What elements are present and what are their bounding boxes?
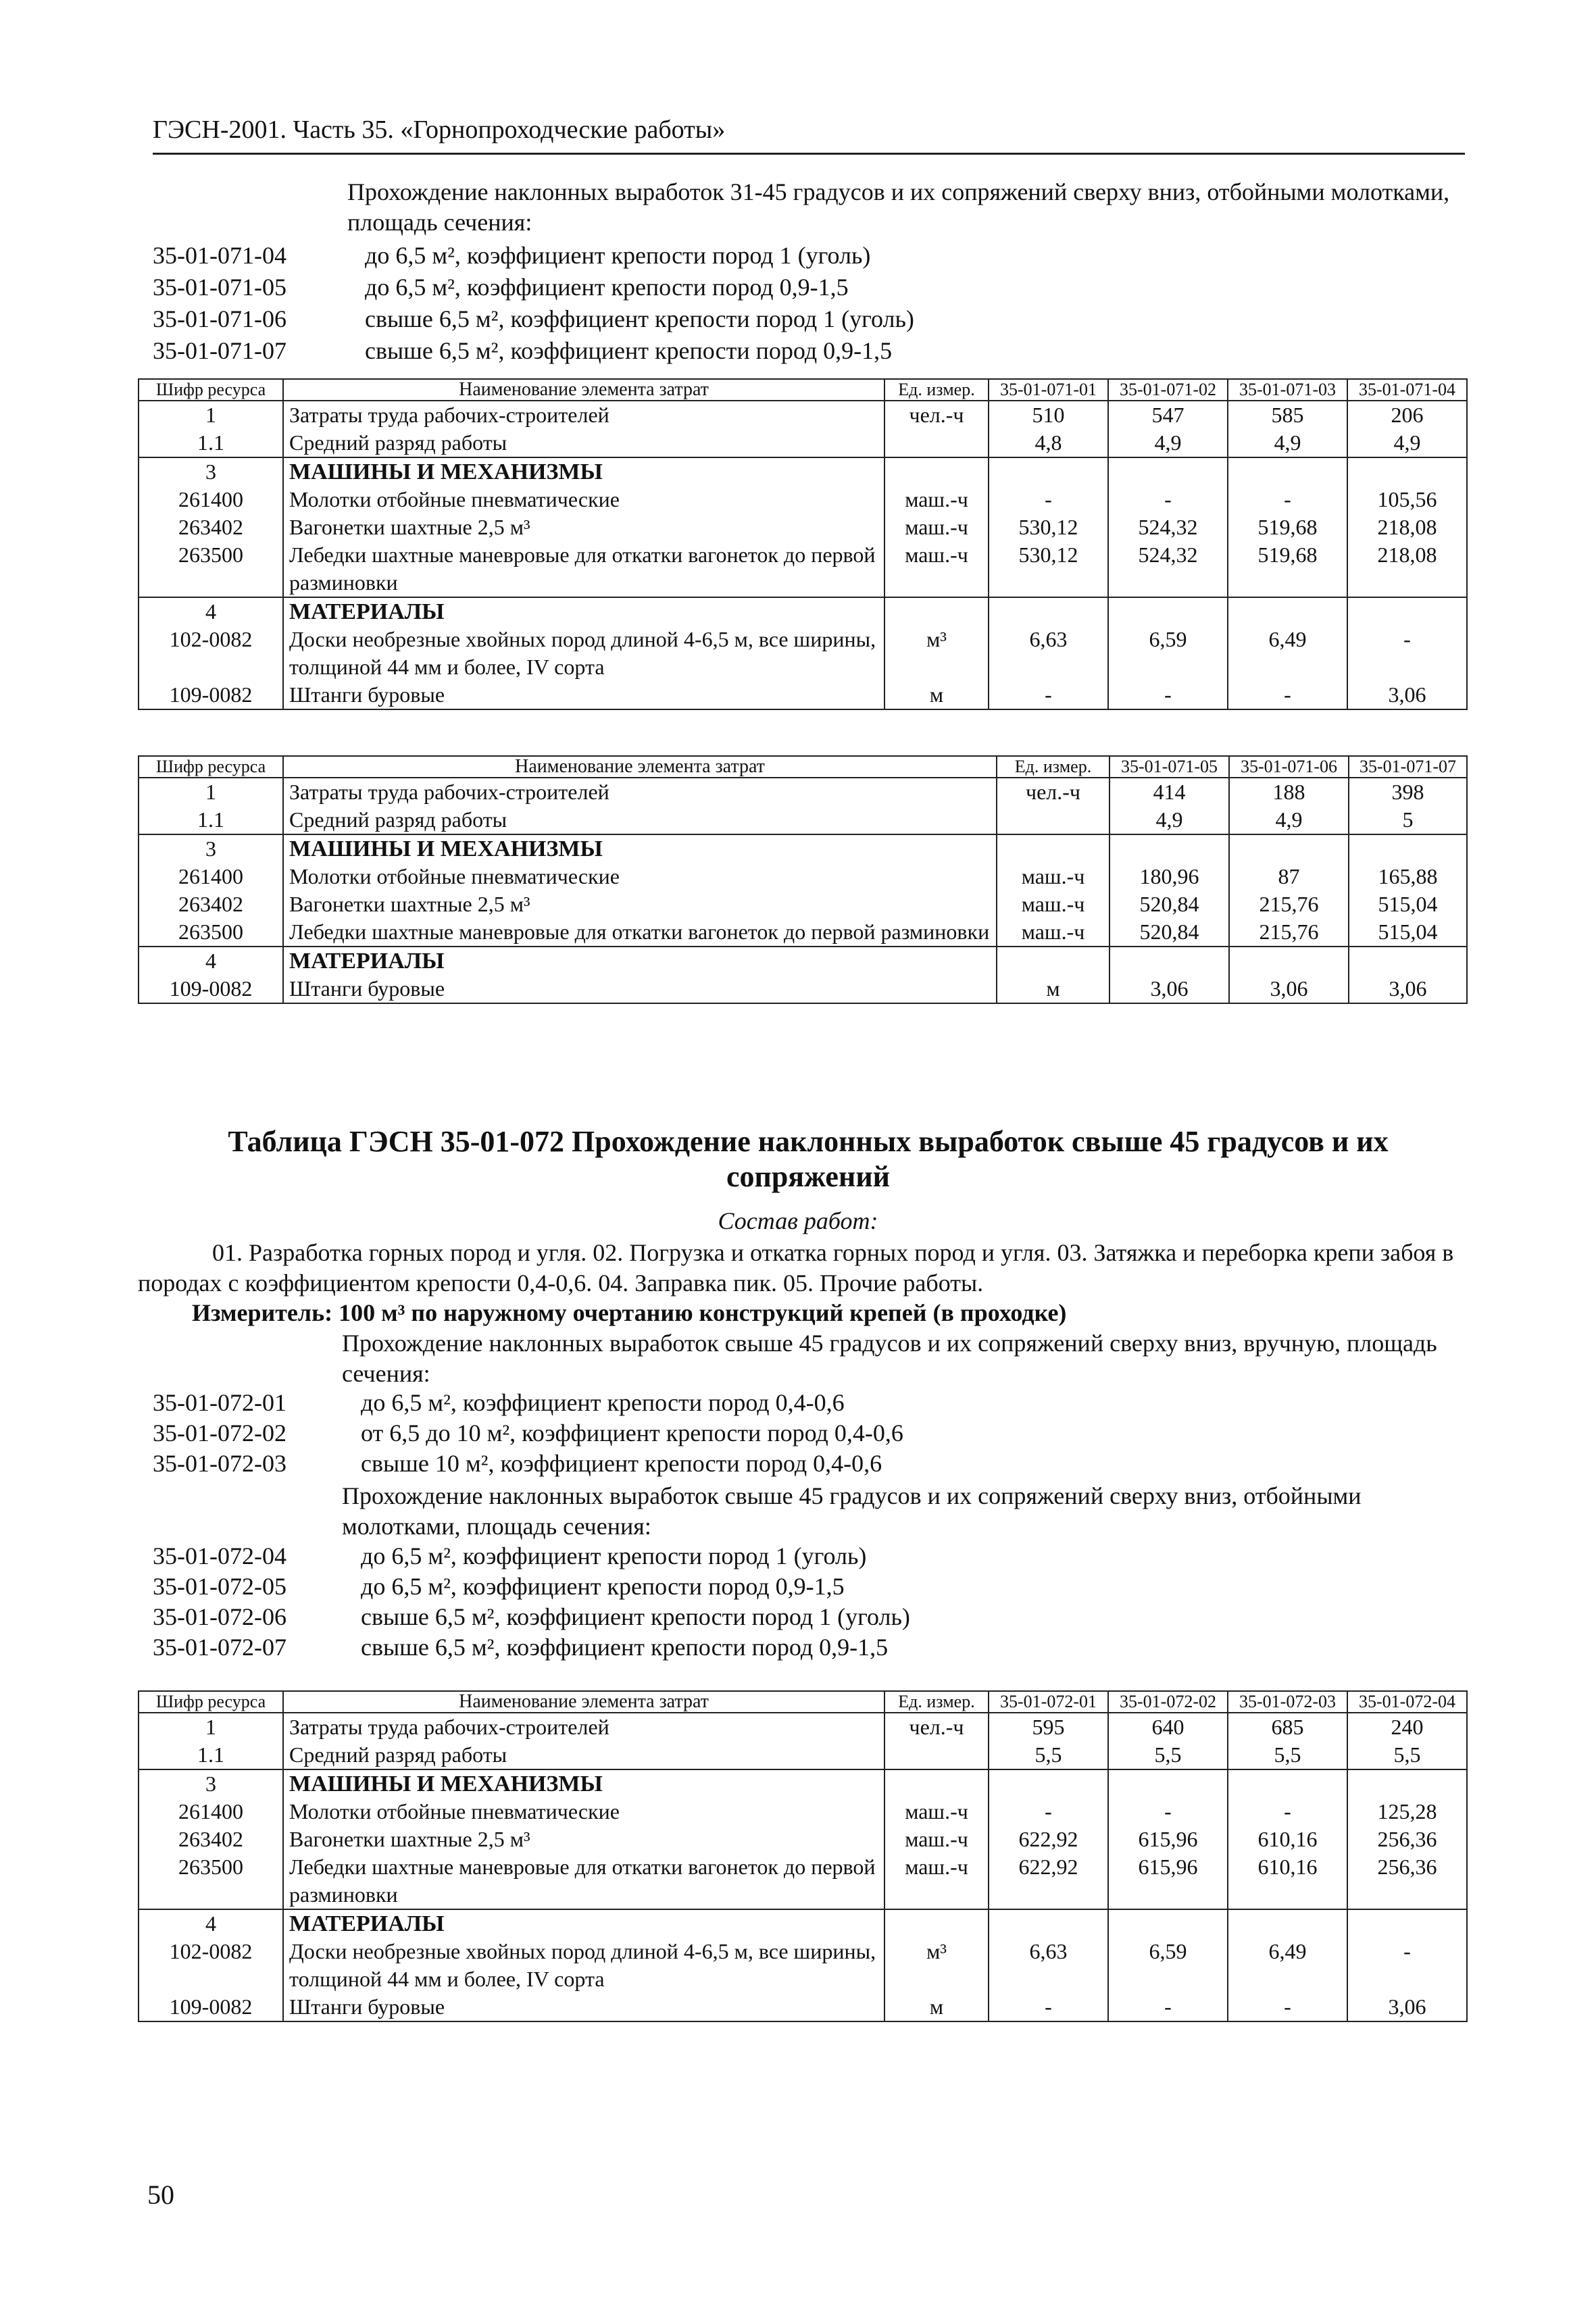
norm-code: 35-01-072-04 [153, 1542, 286, 1569]
value-cell: 4,9 [1229, 806, 1349, 834]
value-cell: 3,06 [1347, 681, 1467, 709]
resource-name-cell: МАТЕРИАЛЫ [283, 597, 884, 626]
resource-name-cell: Молотки отбойные пневматические [283, 863, 997, 890]
unit-cell: м [884, 1993, 989, 2021]
column-header: Ед. измер. [997, 756, 1109, 778]
unit-cell: м³ [884, 626, 989, 681]
value-cell: 524,32 [1108, 513, 1228, 541]
norm-code: 35-01-071-04 [153, 242, 286, 269]
value-cell: - [1108, 1798, 1228, 1826]
value-cell: - [989, 1798, 1108, 1826]
value-cell: 530,12 [989, 541, 1108, 597]
unit-cell: м [884, 681, 989, 709]
resource-name-cell: Доски необрезные хвойных пород длиной 4-6,5 м, все ширины, толщиной 44 мм и более, IV сорта [283, 626, 884, 681]
value-cell: 519,68 [1228, 513, 1347, 541]
unit-cell [884, 1741, 989, 1769]
value-cell: 4,9 [1228, 429, 1347, 457]
unit-cell [997, 947, 1109, 975]
norm-description: свыше 6,5 м², коэффициент крепости пород 1 (уголь) [361, 1603, 910, 1630]
column-header: Наименование элемента затрат [283, 756, 997, 778]
value-cell: 640 [1108, 1713, 1228, 1741]
value-cell [989, 1909, 1108, 1938]
resource-code-cell: 102-0082 [139, 1938, 283, 1993]
resource-code-cell: 1.1 [139, 806, 283, 834]
resource-name-cell: МАТЕРИАЛЫ [283, 947, 997, 975]
value-cell: 5 [1349, 806, 1467, 834]
column-header: 35-01-071-05 [1109, 756, 1229, 778]
value-cell: 215,76 [1229, 890, 1349, 918]
column-header: Шифр ресурса [139, 1691, 283, 1713]
resource-code-cell: 109-0082 [139, 975, 283, 1003]
value-cell [1228, 597, 1347, 626]
value-cell: 256,36 [1347, 1853, 1467, 1909]
table-row [139, 1826, 1467, 1853]
resource-code-cell: 102-0082 [139, 626, 283, 681]
value-cell: 515,04 [1349, 918, 1467, 947]
measurement-unit: Измеритель: 100 м³ по наружному очертанию конструкций крепей (в проходке) [192, 1299, 1067, 1326]
value-cell: 240 [1347, 1713, 1467, 1741]
column-header: 35-01-071-01 [989, 379, 1108, 401]
resource-code-cell: 263402 [139, 513, 283, 541]
table-row [139, 486, 1467, 513]
value-cell: 6,59 [1108, 626, 1228, 681]
table-row [139, 513, 1467, 541]
value-cell: - [1228, 1798, 1347, 1826]
resource-code-cell: 3 [139, 1769, 283, 1798]
value-cell: 615,96 [1108, 1826, 1228, 1853]
section-intro-manual: Прохождение наклонных выработок свыше 45 градусов и их сопряжений сверху вниз, вручную, площадь сечения: [342, 1330, 1437, 1387]
value-cell [1228, 1769, 1347, 1798]
value-cell: 87 [1229, 863, 1349, 890]
table-row [139, 1769, 1467, 1798]
table-title: Таблица ГЭСН 35-01-072 Прохождение наклонных выработок свыше 45 градусов и их сопряжений [228, 1125, 1389, 1193]
resource-code-cell: 1.1 [139, 1741, 283, 1769]
value-cell: 414 [1109, 778, 1229, 806]
resource-name-cell: Средний разряд работы [283, 1741, 884, 1769]
resource-code-cell: 261400 [139, 1798, 283, 1826]
value-cell: 5,5 [1108, 1741, 1228, 1769]
value-cell [1347, 597, 1467, 626]
resource-name-cell: Затраты труда рабочих-строителей [283, 401, 884, 429]
resource-name-cell: МАТЕРИАЛЫ [283, 1909, 884, 1938]
norm-description: до 6,5 м², коэффициент крепости пород 1 (уголь) [361, 1542, 867, 1569]
column-header: Наименование элемента затрат [283, 379, 884, 401]
table-row [139, 1938, 1467, 1993]
unit-cell: чел.-ч [884, 1713, 989, 1741]
column-header: Шифр ресурса [139, 379, 283, 401]
resource-code-cell: 3 [139, 834, 283, 863]
resource-code-cell: 263500 [139, 1853, 283, 1909]
value-cell: 615,96 [1108, 1853, 1228, 1909]
value-cell: 530,12 [989, 513, 1108, 541]
value-cell [1108, 1769, 1228, 1798]
table-row [139, 429, 1467, 457]
table-row [139, 681, 1467, 709]
table-row [139, 1853, 1467, 1909]
resource-code-cell: 4 [139, 947, 283, 975]
value-cell: 585 [1228, 401, 1347, 429]
column-header: 35-01-071-03 [1228, 379, 1347, 401]
table-row [139, 597, 1467, 626]
value-cell: 510 [989, 401, 1108, 429]
table-row [139, 1798, 1467, 1826]
norm-code: 35-01-072-01 [153, 1389, 286, 1416]
resource-table-071-part2 [138, 755, 1468, 1004]
unit-cell: маш.-ч [884, 486, 989, 513]
resource-code-cell: 263500 [139, 918, 283, 947]
value-cell: - [1347, 626, 1467, 681]
value-cell [1347, 457, 1467, 486]
value-cell: 685 [1228, 1713, 1347, 1741]
value-cell [1228, 457, 1347, 486]
value-cell: 4,9 [1109, 806, 1229, 834]
resource-code-cell: 109-0082 [139, 681, 283, 709]
value-cell: 6,49 [1228, 626, 1347, 681]
value-cell [1108, 457, 1228, 486]
value-cell: 6,49 [1228, 1938, 1347, 1993]
column-header: 35-01-071-07 [1349, 756, 1467, 778]
norm-code: 35-01-072-07 [153, 1634, 286, 1661]
resource-code-cell: 4 [139, 597, 283, 626]
norm-description: до 6,5 м², коэффициент крепости пород 1 (уголь) [365, 242, 871, 269]
norm-description: свыше 6,5 м², коэффициент крепости пород 1 (уголь) [365, 305, 914, 332]
value-cell [1109, 834, 1229, 863]
unit-cell [884, 1769, 989, 1798]
resource-code-cell: 1 [139, 401, 283, 429]
unit-cell [884, 457, 989, 486]
resource-name-cell: Вагонетки шахтные 2,5 м³ [283, 513, 884, 541]
table-row [139, 541, 1467, 597]
value-cell: 398 [1349, 778, 1467, 806]
value-cell: 6,59 [1108, 1938, 1228, 1993]
value-cell: - [1108, 1993, 1228, 2021]
unit-cell [884, 429, 989, 457]
work-composition-label: Состав работ: [718, 1207, 878, 1234]
column-header: Ед. измер. [884, 379, 989, 401]
resource-name-cell: Лебедки шахтные маневровые для откатки вагонеток до первой разминовки [283, 918, 997, 947]
unit-cell: маш.-ч [884, 541, 989, 597]
value-cell: - [989, 486, 1108, 513]
norm-code: 35-01-071-06 [153, 305, 286, 332]
resource-code-cell: 263402 [139, 890, 283, 918]
resource-code-cell: 263500 [139, 541, 283, 597]
value-cell: 125,28 [1347, 1798, 1467, 1826]
column-header: 35-01-071-06 [1229, 756, 1349, 778]
resource-name-cell: Штанги буровые [283, 1993, 884, 2021]
table-row [139, 834, 1467, 863]
unit-cell [997, 806, 1109, 834]
resource-code-cell: 109-0082 [139, 1993, 283, 2021]
norm-description: до 6,5 м², коэффициент крепости пород 0,9-1,5 [365, 274, 849, 301]
resource-table-071-part1 [138, 378, 1468, 710]
table-row [139, 975, 1467, 1003]
resource-code-cell: 261400 [139, 863, 283, 890]
unit-cell [884, 597, 989, 626]
value-cell: 610,16 [1228, 1853, 1347, 1909]
value-cell: 3,06 [1349, 975, 1467, 1003]
page-number: 50 [147, 2180, 174, 2210]
table-row [139, 918, 1467, 947]
column-header: Наименование элемента затрат [283, 1691, 884, 1713]
resource-name-cell: Лебедки шахтные маневровые для откатки вагонеток до первой разминовки [283, 541, 884, 597]
table-row [139, 401, 1467, 429]
value-cell: 519,68 [1228, 541, 1347, 597]
resource-name-cell: МАШИНЫ И МЕХАНИЗМЫ [283, 1769, 884, 1798]
table-row [139, 457, 1467, 486]
value-cell: 4,9 [1108, 429, 1228, 457]
table-row [139, 890, 1467, 918]
unit-cell [997, 834, 1109, 863]
value-cell: - [1108, 681, 1228, 709]
unit-cell: м³ [884, 1938, 989, 1993]
resource-name-cell: Затраты труда рабочих-строителей [283, 778, 997, 806]
resource-code-cell: 261400 [139, 486, 283, 513]
value-cell [1349, 947, 1467, 975]
resource-table-072 [138, 1690, 1468, 2022]
table-header-row [139, 379, 1467, 401]
value-cell: - [1228, 681, 1347, 709]
value-cell: 218,08 [1347, 541, 1467, 597]
norm-code: 35-01-072-06 [153, 1603, 286, 1630]
value-cell: 256,36 [1347, 1826, 1467, 1853]
resource-name-cell: Вагонетки шахтные 2,5 м³ [283, 1826, 884, 1853]
value-cell: 5,5 [989, 1741, 1108, 1769]
table-header-row [139, 756, 1467, 778]
value-cell: 3,06 [1229, 975, 1349, 1003]
table-row [139, 626, 1467, 681]
value-cell: 4,8 [989, 429, 1108, 457]
norm-code: 35-01-072-02 [153, 1419, 286, 1447]
table-row [139, 778, 1467, 806]
value-cell [1229, 834, 1349, 863]
resource-name-cell: Штанги буровые [283, 681, 884, 709]
table-row [139, 863, 1467, 890]
resource-name-cell: Средний разряд работы [283, 806, 997, 834]
value-cell: 4,9 [1347, 429, 1467, 457]
table-row [139, 947, 1467, 975]
resource-code-cell: 1.1 [139, 429, 283, 457]
norm-description: свыше 6,5 м², коэффициент крепости пород 0,9-1,5 [365, 337, 893, 364]
norm-code: 35-01-071-07 [153, 337, 286, 364]
column-header: 35-01-071-04 [1347, 379, 1467, 401]
resource-name-cell: Затраты труда рабочих-строителей [283, 1713, 884, 1741]
table-header-row [139, 1691, 1467, 1713]
unit-cell: маш.-ч [884, 1826, 989, 1853]
value-cell [1347, 1769, 1467, 1798]
unit-cell: маш.-ч [884, 513, 989, 541]
value-cell: 6,63 [989, 1938, 1108, 1993]
value-cell: 6,63 [989, 626, 1108, 681]
value-cell [1109, 947, 1229, 975]
unit-cell: маш.-ч [884, 1798, 989, 1826]
value-cell: - [989, 1993, 1108, 2021]
value-cell: 610,16 [1228, 1826, 1347, 1853]
work-composition-text: 01. Разработка горных пород и угля. 02. Погрузка и откатка горных пород и угля. 03. Затяжка и переборка крепи забоя в породах с коэффициентом крепости 0,4-0,6. 04. Заправка пик. 05. Прочие работы. [138, 1239, 1454, 1297]
unit-cell: чел.-ч [997, 778, 1109, 806]
value-cell: - [1228, 1993, 1347, 2021]
norm-description: от 6,5 до 10 м², коэффициент крепости пород 0,4-0,6 [361, 1419, 903, 1447]
value-cell: - [989, 681, 1108, 709]
resource-name-cell: МАШИНЫ И МЕХАНИЗМЫ [283, 834, 997, 863]
norm-code: 35-01-072-03 [153, 1450, 286, 1477]
value-cell: 180,96 [1109, 863, 1229, 890]
value-cell: 218,08 [1347, 513, 1467, 541]
value-cell [1108, 597, 1228, 626]
value-cell [1108, 1909, 1228, 1938]
column-header: 35-01-071-02 [1108, 379, 1228, 401]
value-cell: 515,04 [1349, 890, 1467, 918]
value-cell: 595 [989, 1713, 1108, 1741]
resource-name-cell: Вагонетки шахтные 2,5 м³ [283, 890, 997, 918]
resource-name-cell: МАШИНЫ И МЕХАНИЗМЫ [283, 457, 884, 486]
resource-name-cell: Средний разряд работы [283, 429, 884, 457]
value-cell: 3,06 [1347, 1993, 1467, 2021]
value-cell: - [1228, 486, 1347, 513]
norm-description: свыше 6,5 м², коэффициент крепости пород 0,9-1,5 [361, 1634, 889, 1661]
norm-description: до 6,5 м², коэффициент крепости пород 0,4-0,6 [361, 1389, 845, 1416]
table-row [139, 1993, 1467, 2021]
resource-name-cell: Доски необрезные хвойных пород длиной 4-6,5 м, все ширины, толщиной 44 мм и более, IV сорта [283, 1938, 884, 1993]
section-intro-hammers: Прохождение наклонных выработок свыше 45 градусов и их сопряжений сверху вниз, отбойными молотками, площадь сечения: [342, 1482, 1362, 1540]
value-cell: 5,5 [1228, 1741, 1347, 1769]
table-row [139, 806, 1467, 834]
value-cell: 5,5 [1347, 1741, 1467, 1769]
norm-description: свыше 10 м², коэффициент крепости пород 0,4-0,6 [361, 1450, 882, 1477]
norm-code: 35-01-071-05 [153, 274, 286, 301]
page-header: ГЭСН-2001. Часть 35. «Горнопроходческие работы» [153, 116, 726, 144]
resource-code-cell: 4 [139, 1909, 283, 1938]
norm-description: до 6,5 м², коэффициент крепости пород 0,9-1,5 [361, 1573, 845, 1600]
header-divider [153, 153, 1465, 155]
value-cell: 215,76 [1229, 918, 1349, 947]
column-header: 35-01-072-01 [989, 1691, 1108, 1713]
column-header: Шифр ресурса [139, 756, 283, 778]
value-cell [1228, 1909, 1347, 1938]
value-cell [1347, 1909, 1467, 1938]
unit-cell: чел.-ч [884, 401, 989, 429]
resource-code-cell: 1 [139, 778, 283, 806]
column-header: 35-01-072-02 [1108, 1691, 1228, 1713]
resource-name-cell: Штанги буровые [283, 975, 997, 1003]
column-header: Ед. измер. [884, 1691, 989, 1713]
table-row [139, 1713, 1467, 1741]
value-cell: 520,84 [1109, 918, 1229, 947]
resource-code-cell: 1 [139, 1713, 283, 1741]
table-row [139, 1909, 1467, 1938]
unit-cell: маш.-ч [997, 918, 1109, 947]
unit-cell [884, 1909, 989, 1938]
column-header: 35-01-072-04 [1347, 1691, 1467, 1713]
table-row [139, 1741, 1467, 1769]
value-cell: - [1347, 1938, 1467, 1993]
unit-cell: маш.-ч [997, 863, 1109, 890]
value-cell [1229, 947, 1349, 975]
value-cell: 3,06 [1109, 975, 1229, 1003]
norm-code: 35-01-072-05 [153, 1573, 286, 1600]
resource-name-cell: Молотки отбойные пневматические [283, 1798, 884, 1826]
resource-code-cell: 3 [139, 457, 283, 486]
value-cell: 188 [1229, 778, 1349, 806]
value-cell: 105,56 [1347, 486, 1467, 513]
resource-name-cell: Молотки отбойные пневматические [283, 486, 884, 513]
resource-code-cell: 263402 [139, 1826, 283, 1853]
value-cell: 520,84 [1109, 890, 1229, 918]
value-cell [989, 457, 1108, 486]
column-header: 35-01-072-03 [1228, 1691, 1347, 1713]
value-cell [989, 1769, 1108, 1798]
unit-cell: маш.-ч [884, 1853, 989, 1909]
value-cell: 165,88 [1349, 863, 1467, 890]
value-cell: 622,92 [989, 1853, 1108, 1909]
value-cell: - [1108, 486, 1228, 513]
section-intro: Прохождение наклонных выработок 31-45 градусов и их сопряжений сверху вниз, отбойными молотками, площадь сечения: [347, 178, 1450, 236]
value-cell: 547 [1108, 401, 1228, 429]
unit-cell: маш.-ч [997, 890, 1109, 918]
value-cell [989, 597, 1108, 626]
value-cell: 622,92 [989, 1826, 1108, 1853]
value-cell [1349, 834, 1467, 863]
unit-cell: м [997, 975, 1109, 1003]
resource-name-cell: Лебедки шахтные маневровые для откатки вагонеток до первой разминовки [283, 1853, 884, 1909]
value-cell: 206 [1347, 401, 1467, 429]
value-cell: 524,32 [1108, 541, 1228, 597]
